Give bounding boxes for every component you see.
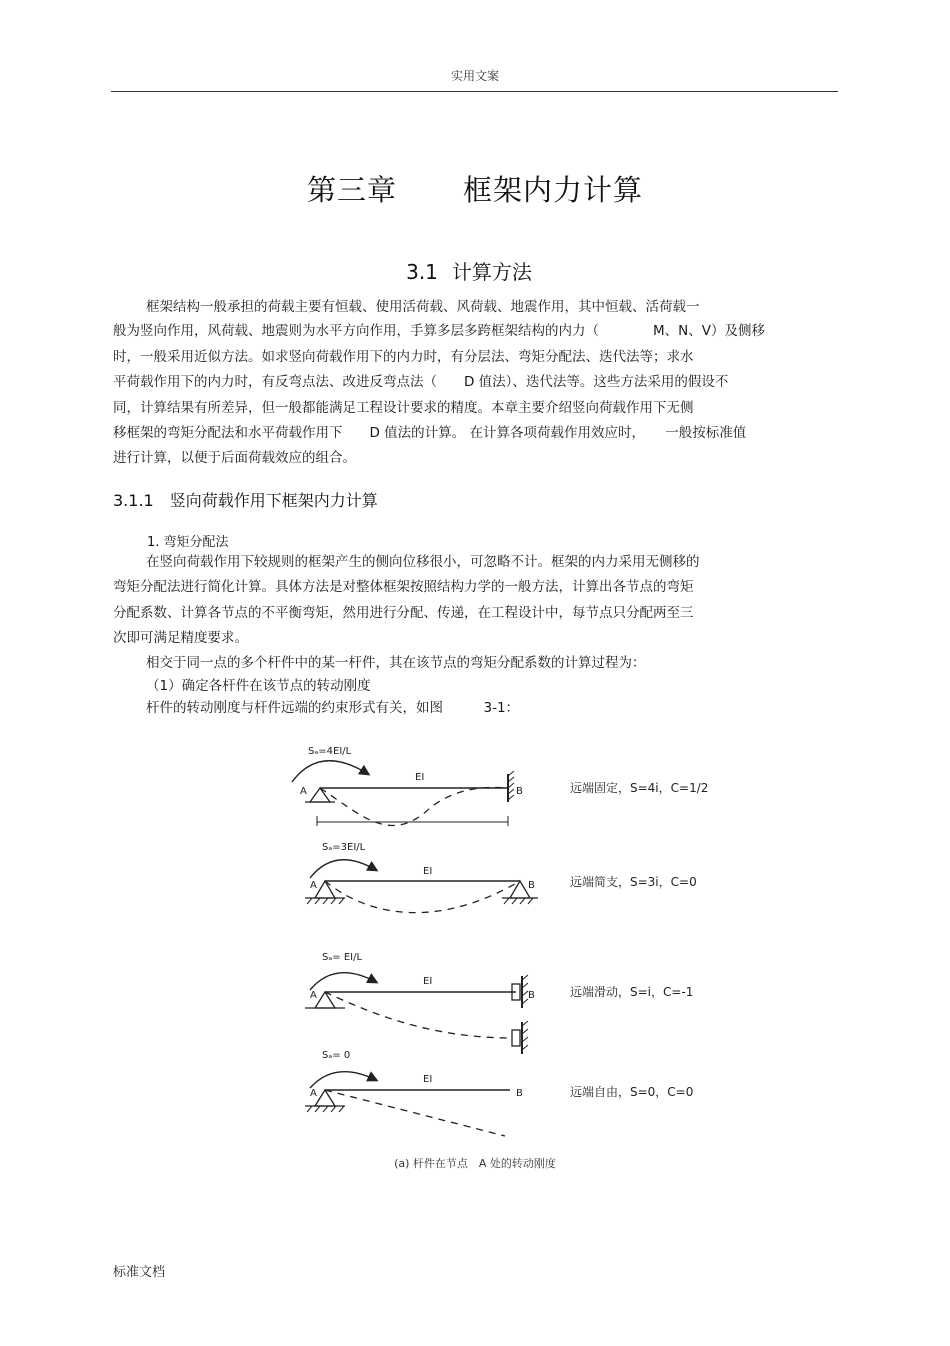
chapter-number: 第三章 [306, 173, 397, 207]
intro-line: 同，计算结果有所差异，但一般都能满足工程设计要求的精度。本章主要介绍竖向荷载作用下无侧 [113, 400, 694, 416]
case-note: 远端简支，S=3i，C=0 [570, 875, 697, 889]
method-line: 相交于同一点的多个杆件中的某一杆件，其在该节点的弯矩分配系数的计算过程为： [146, 655, 646, 671]
item-title: 1. 弯矩分配法 [147, 535, 229, 550]
member-label: EI [423, 976, 433, 987]
moment-label: Sₐ= EI/L [322, 952, 363, 963]
intro-line: 般为竖向作用，风荷载、地震则为水平方向作用，手算多层多跨框架结构的内力（ M、N、V）及侧移 [113, 323, 765, 339]
moment-arrow [310, 860, 376, 878]
pin-support-far [510, 881, 530, 898]
intro-line: 移框架的弯矩分配法和水平荷载作用下 D 值法的计算。 在计算各项荷载作用效应时， 一般按标准值 [113, 425, 747, 441]
case-pinned [305, 842, 697, 913]
deflected-shape [325, 1090, 505, 1136]
node-a-label: A [310, 880, 317, 891]
stiffness-figure [280, 738, 720, 1143]
method-line: （1）确定各杆件在该节点的转动刚度 [146, 678, 371, 694]
pin-support [315, 881, 335, 898]
deflected-shape [320, 787, 508, 825]
case-note: 远端自由，S=0，C=0 [570, 1085, 694, 1099]
intro-line: 进行计算，以便于后面荷载效应的组合。 [113, 450, 356, 466]
member-label: EI [415, 772, 425, 783]
case-note: 远端滑动，S=i，C=-1 [570, 985, 694, 999]
case-fixed [292, 746, 708, 826]
chapter-name: 框架内力计算 [463, 173, 644, 207]
section-title [0, 256, 938, 285]
section-number: 3.1 [406, 260, 438, 284]
method-line: 杆件的转动刚度与杆件远端的约束形式有关，如图 3-1： [146, 700, 520, 716]
subsection-name: 竖向荷载作用下框架内力计算 [169, 491, 378, 510]
moment-arrow [292, 761, 368, 782]
node-a-label: A [310, 990, 317, 1001]
method-line: 弯矩分配法进行简化计算。具体方法是对整体框架按照结构力学的一般方法，计算出各节点的弯矩 [113, 579, 694, 595]
intro-line: 框架结构一般承担的荷载主要有恒载、使用活荷载、风荷载、地震作用，其中恒载、活荷载一 [146, 299, 700, 315]
case-note: 远端固定，S=4i，C=1/2 [570, 781, 709, 795]
intro-line: 时，一般采用近似方法。如求竖向荷载作用下的内力时，有分层法、弯矩分配法、迭代法等；求水 [113, 349, 694, 365]
member-label: EI [423, 1074, 433, 1085]
method-line: 在竖向荷载作用下较规则的框架产生的侧向位移很小，可忽略不计。框架的内力采用无侧移的 [146, 554, 700, 570]
deflected-shape [325, 881, 520, 913]
pin-support [315, 1090, 335, 1106]
member-label: EI [423, 866, 433, 877]
method-line: 次即可满足精度要求。 [113, 630, 248, 646]
page-footer: 标准文档 [113, 1265, 166, 1280]
subsection-title [113, 488, 378, 511]
header-rule [111, 91, 838, 92]
page-header: 实用文案 [450, 69, 499, 83]
moment-arrow [310, 1072, 376, 1088]
pin-support [310, 788, 330, 802]
method-line: 分配系数、计算各节点的不平衡弯矩，然用进行分配、传递，在工程设计中，每节点只分配两至三 [113, 605, 694, 621]
intro-line: 平荷载作用下的内力时，有反弯点法、改进反弯点法（ D 值法）、迭代法等。这些方法采用的假设不 [113, 374, 729, 390]
case-sliding [305, 952, 693, 1054]
deflected-shape [325, 992, 512, 1038]
chapter-title [0, 168, 950, 209]
node-b-label: B [516, 1088, 523, 1099]
moment-label: Sₐ=3EI/L [322, 842, 366, 853]
subsection-number: 3.1.1 [113, 491, 154, 510]
node-a-label: A [300, 786, 307, 797]
moment-arrow [310, 973, 376, 990]
figure-caption: (a) 杆件在节点 A 处的转动刚度 [394, 1157, 556, 1170]
case-free [305, 1050, 693, 1136]
node-a-label: A [310, 1088, 317, 1099]
moment-label: Sₐ=4EI/L [308, 746, 352, 757]
node-b-label: B [528, 880, 535, 891]
moment-label: Sₐ= 0 [322, 1050, 351, 1061]
pin-support [315, 992, 335, 1008]
section-name: 计算方法 [451, 260, 532, 284]
node-b-label: B [528, 990, 535, 1001]
node-b-label: B [516, 786, 523, 797]
